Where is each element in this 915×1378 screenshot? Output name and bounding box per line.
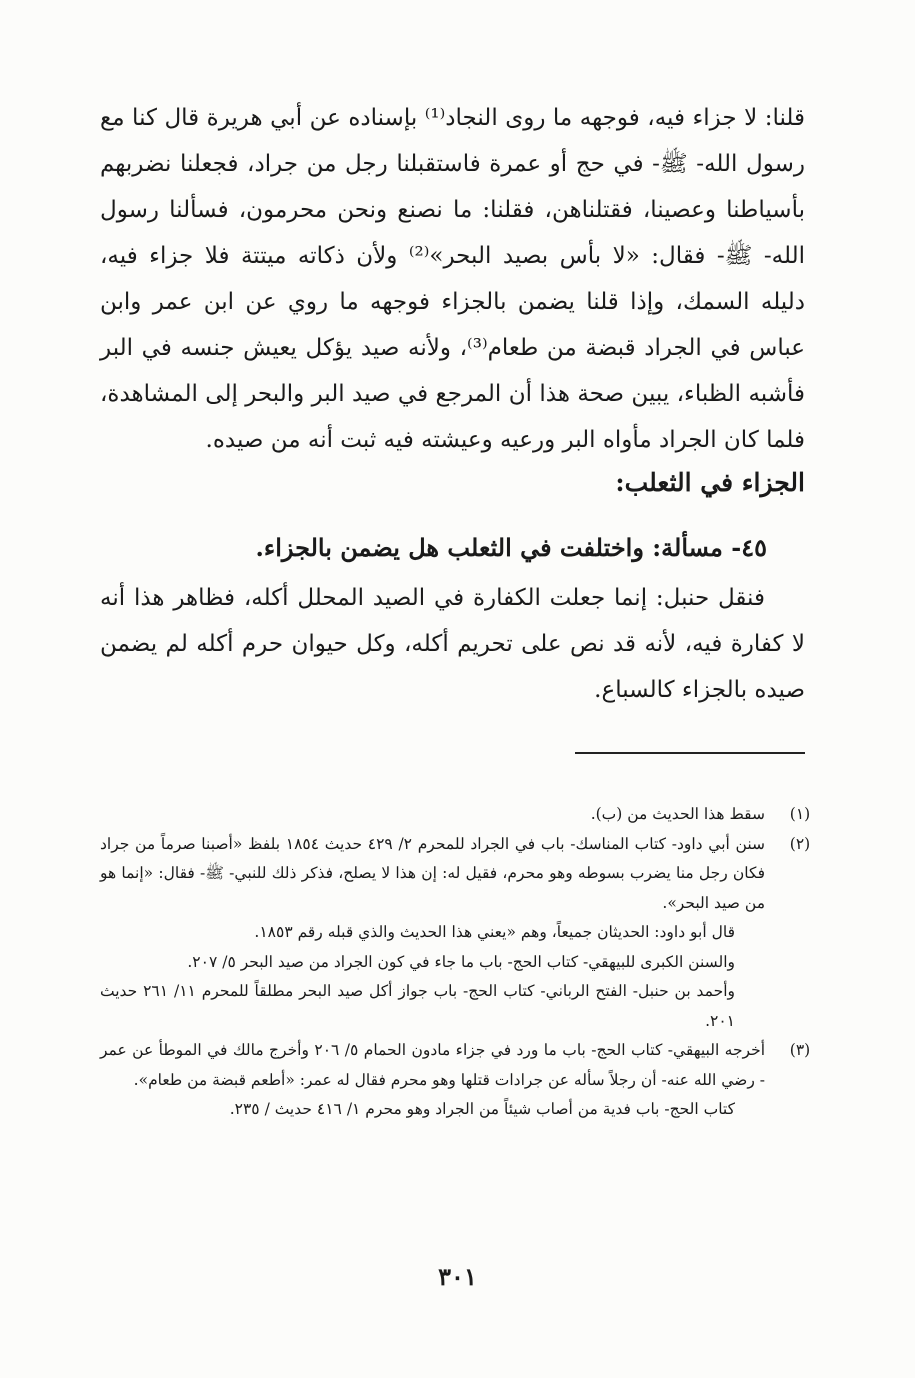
main-paragraph: قلنا: لا جزاء فيه، فوجهه ما روى النجاد⁽¹⁾ بإسناده عن أبي هريرة قال كنا مع رسول الله- ﷺ- في حج أو عمرة فاستقبلنا رجل من جراد، فجعلنا نضربهم بأسياطنا وعصينا، فقتلناهن، فقلنا: ما نصنع ونحن محرمون، فسألنا رسول الله- ﷺ- فقال: «لا بأس بصيد البحر»⁽²⁾ ولأن ذكاته ميتتة فلا جزاء فيه، دليله السمك، وإذا قلنا يضمن بالجزاء فوجهه ما روي عن ابن عمر وابن عباس في الجراد قبضة من طعام⁽³⁾، ولأنه صيد يؤكل يعيش جنسه في البر فأشبه الظباء، يبين صحة هذا أن المرجع في صيد البر والبحر إلى المشاهدة، فلما كان الجراد مأواه البر ورعيه وعيشته فيه ثبت أنه من صيده. — [100, 105, 805, 453]
main-paragraph-block — [100, 95, 805, 463]
footnote-2 — [100, 830, 820, 919]
footnote-1 — [100, 800, 820, 830]
footnote-number: (٣) — [789, 1041, 811, 1059]
footnote-number: (١) — [789, 805, 811, 823]
footnote-text: سنن أبي داود- كتاب المناسك- باب في الجراد للمحرم ٢/ ٤٢٩ حديث ١٨٥٤ بلفظ «أصبنا صرماً من جراد فكان رجل منا يضرب بسوطه وهو محرم، فقيل له: إن هذا لا يصلح، فذكر ذلك للنبي- ﷺ- فقال: «إنما هو من صيد البحر». — [100, 834, 765, 912]
section-heading: الجزاء في الثعلب: — [615, 468, 805, 497]
footnote-text: أخرجه البيهقي- كتاب الحج- باب ما ورد في جزاء مادون الحمام ٥/ ٢٠٦ وأخرج مالك في الموطأ عن عمر - رضي الله عنه- أن رجلاً سأله عن جرادات قتلها وهو محرم فقال له عمر: «أطعم قبضة من طعام». — [100, 1041, 765, 1089]
section-body: فنقل حنبل: إنما جعلت الكفارة في الصيد المحلل أكله، فظاهر هذا أنه لا كفارة فيه، لأنه قد نص على تحريم أكله، وكل حيوان حرم أكله لم يضمن صيده بالجزاء كالسباع. — [100, 585, 805, 703]
footnote-3 — [100, 1036, 820, 1095]
section-body-block — [100, 575, 805, 713]
footnote-separator — [575, 752, 805, 754]
issue-title: ٤٥- مسألة: واختلفت في الثعلب هل يضمن بالجزاء. — [255, 533, 767, 562]
page-number: ٣٠١ — [438, 1262, 477, 1291]
footnote-text: سقط هذا الحديث من (ب). — [590, 805, 765, 823]
footnote-2-line: قال أبو داود: الحديثان جميعاً، وهم «يعني هذا الحديث والذي قبله رقم ١٨٥٣. — [254, 923, 735, 941]
footnote-3-line: كتاب الحج- باب فدية من أصاب شيئاً من الجراد وهو محرم ١/ ٤١٦ حديث / ٢٣٥. — [229, 1100, 735, 1118]
footnote-number: (٢) — [789, 834, 811, 853]
footnotes — [100, 800, 820, 1125]
footnote-2-line: وأحمد بن حنبل- الفتح الرباني- كتاب الحج- باب جواز أكل صيد البحر مطلقاً للمحرم ١١/ ٢٦١ حديث ٢٠١. — [100, 982, 735, 1030]
footnote-2-line: والسنن الكبرى للبيهقي- كتاب الحج- باب ما جاء في كون الجراد من صيد البحر ٥/ ٢٠٧. — [187, 952, 735, 971]
